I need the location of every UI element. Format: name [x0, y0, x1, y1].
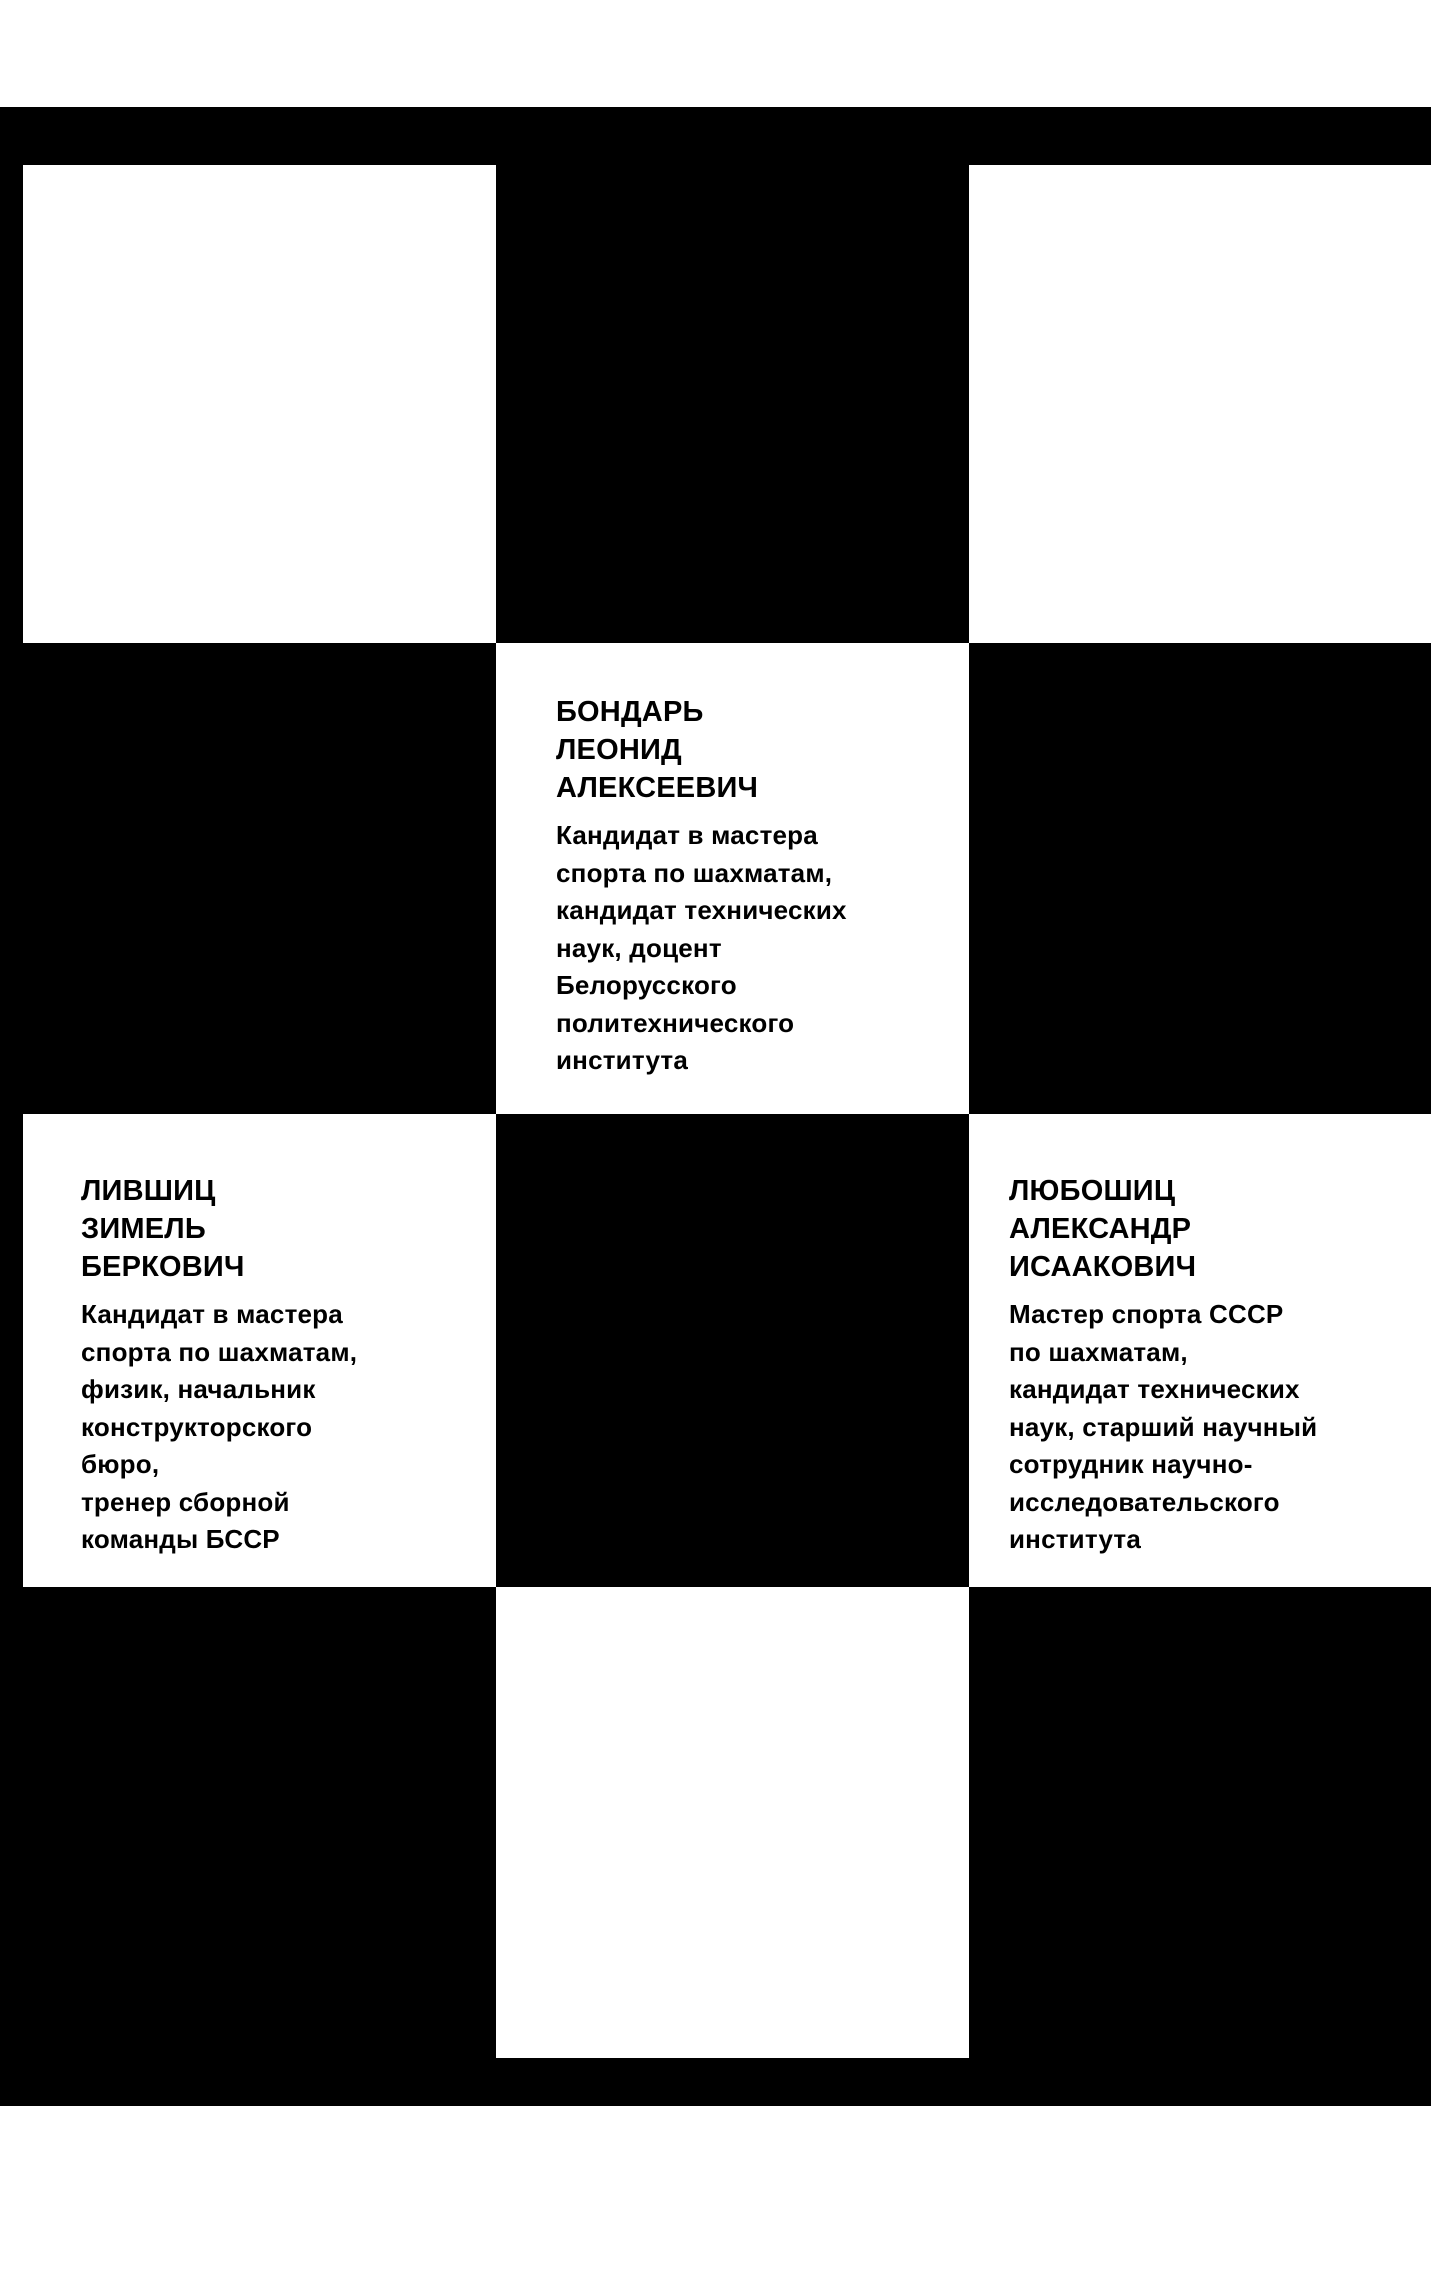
author-name: ЛИВШИЦ ЗИМЕЛЬ БЕРКОВИЧ	[81, 1175, 245, 1283]
author-bio-lyuboshits	[1009, 1172, 1317, 1559]
board-square-b1	[496, 1587, 969, 2058]
board-square-c1	[969, 1587, 1431, 2058]
author-description: Кандидат в мастера спорта по шахматам, физик, начальник конструкторского бюро, тренер сборной команды БССР	[81, 1299, 358, 1554]
author-description: Мастер спорта СССР по шахматам, кандидат технических наук, старший научный сотрудник научно- исследовательского института	[1009, 1299, 1318, 1554]
author-description: Кандидат в мастера спорта по шахматам, кандидат технических наук, доцент Белорусского политехнического института	[556, 820, 847, 1075]
author-name: БОНДАРЬ ЛЕОНИД АЛЕКСЕЕВИЧ	[556, 696, 759, 804]
board-square-a2	[23, 1114, 496, 1587]
board-square-b4	[496, 165, 969, 643]
board-square-c3	[969, 643, 1431, 1114]
author-name: ЛЮБОШИЦ АЛЕКСАНДР ИСААКОВИЧ	[1009, 1175, 1197, 1283]
board-square-b2	[496, 1114, 969, 1587]
board-square-a1	[23, 1587, 496, 2058]
author-bio-bondar	[556, 693, 847, 1080]
board-square-c4	[969, 165, 1431, 643]
chessboard-grid	[23, 165, 1431, 2058]
board-square-c2	[969, 1114, 1431, 1587]
board-square-a4	[23, 165, 496, 643]
board-square-b3	[496, 643, 969, 1114]
board-square-a3	[23, 643, 496, 1114]
author-bio-livshits	[81, 1172, 357, 1559]
